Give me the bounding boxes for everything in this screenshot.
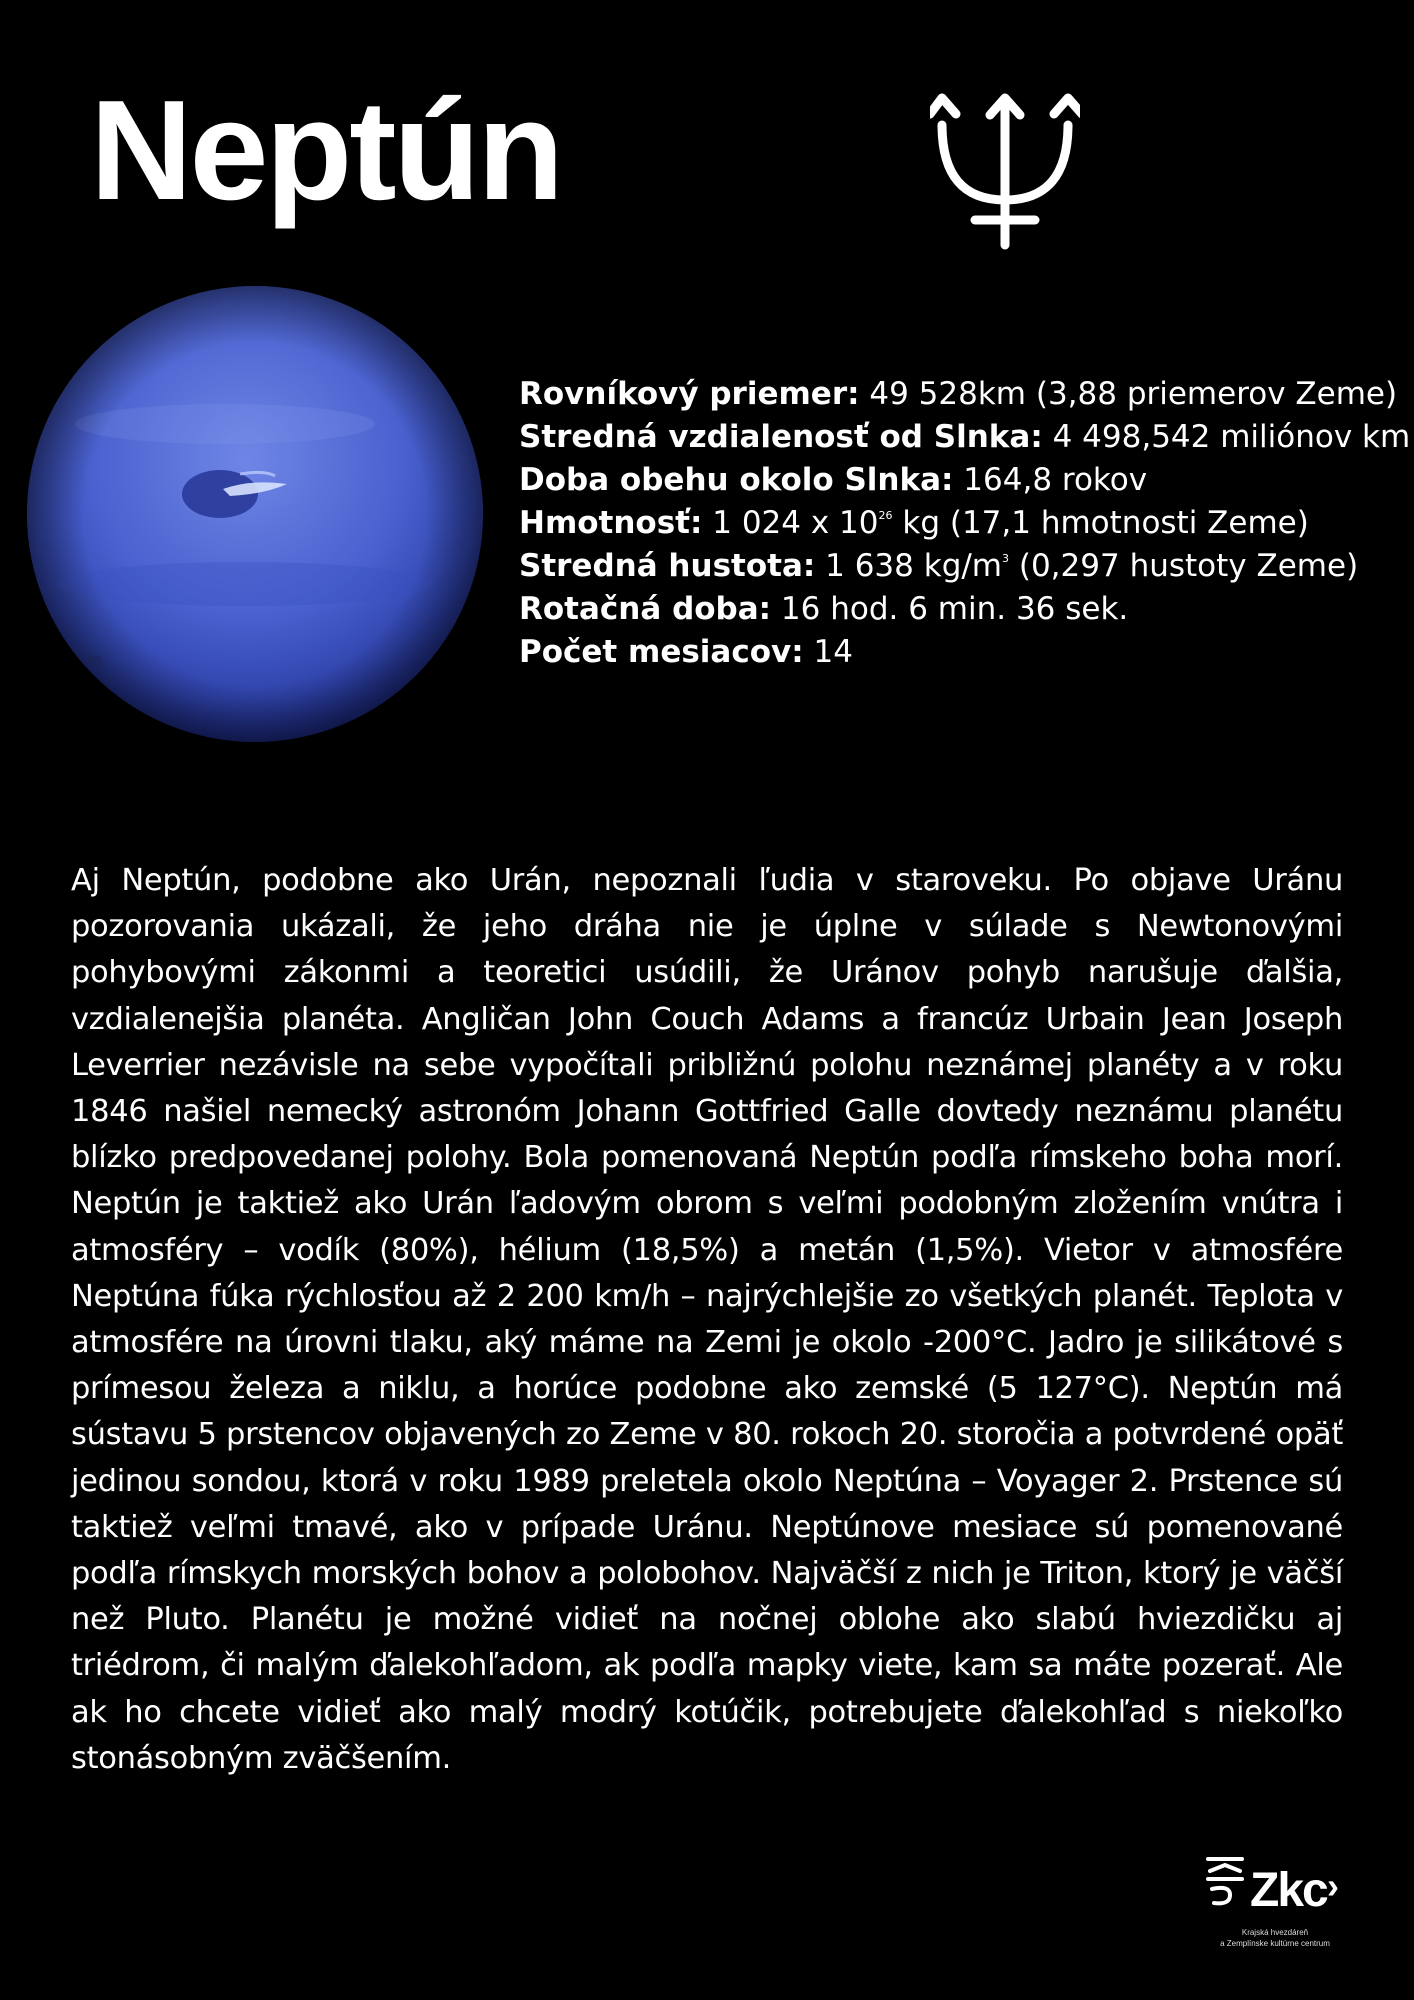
zkc-logo <box>1200 1855 1350 1955</box>
zkc-logo-icon <box>1200 1855 1250 1910</box>
fact-value: 1 638 kg/m <box>815 548 1003 584</box>
fact-label: Doba obehu okolo Slnka: <box>519 462 954 498</box>
fact-exponent: 26 <box>878 509 893 522</box>
fact-value: 164,8 rokov <box>953 462 1148 498</box>
fact-value: 14 <box>803 634 853 670</box>
fact-equatorial-diameter <box>519 373 1399 416</box>
logo-text: Zkc <box>1250 1864 1327 1917</box>
fact-orbital-period <box>519 459 1399 502</box>
description-paragraph: Aj Neptún, podobne ako Urán, nepoznali ľudia v staroveku. Po objave Uránu pozorovania ukázali, že jeho dráha nie je úplne v súlade s Newtonovými pohybovými zákonmi a teoretici usúdili, že Uránov pohyb narušuje ďalšia, vzdialenejšia planéta. Angličan John Couch Adams a francúz Urbain Jean Joseph Leverrier nezávisle na sebe vypočítali približnú polohu neznámej planéty a v roku 1846 našiel nemecký astronóm Johann Gottfried Galle dovtedy neznámu planétu blízko predpovedanej polohy. Bola pomenovaná Neptún podľa rímskeho boha morí. Neptún je taktiež ako Urán ľadovým obrom s veľmi podobným zložením vnútra i atmosféry – vodík (80%), hélium (18,5%) a metán (1,5%). Vietor v atmosfére Neptúna fúka rýchlosťou až 2 200 km/h – najrýchlejšie zo všetkých planét. Teplota v atmosfére na úrovni tlaku, aký máme na Zemi je okolo -200°C. Jadro je silikátové s prímesou železa a niklu, a horúce podobne ako zemské (5 127°C). Neptún má sústavu 5 prstencov objavených zo Zeme v 80. rokoch 20. storočia a potvrdené opäť jedinou sondou, ktorá v roku 1989 preletela okolo Neptúna – Voyager 2. Prstence sú taktiež veľmi tmavé, ako v prípade Uránu. Neptúnove mesiace sú pomenované podľa rímskych morských bohov a polobohov. Najväčší z nich je Triton, ktorý je väčší než Pluto. Planétu je možné vidieť na nočnej oblohe ako slabú hviezdičku aj triédrom, či malým ďalekohľadom, ak podľa mapky viete, kam sa máte pozerať. Ale ak ho chcete vidieť ako malý modrý kotúčik, potrebujete ďalekohľad s niekoľko stonásobným zväčšením. <box>71 863 1343 1776</box>
logo-subtitle-line1: Krajská hvezdáreň <box>1241 1928 1309 1937</box>
fact-value-suffix: (0,297 hustoty Zeme) <box>1009 548 1359 584</box>
facts-list <box>519 373 1411 674</box>
neptune-planet-image <box>25 284 485 744</box>
logo-arrow: › <box>1327 1865 1339 1906</box>
neptune-trident-icon <box>930 90 1080 255</box>
fact-label: Počet mesiacov: <box>519 634 804 670</box>
fact-label: Stredná hustota: <box>519 548 816 584</box>
fact-value: 16 hod. 6 min. 36 sek. <box>771 591 1129 627</box>
fact-label: Stredná vzdialenosť od Slnka: <box>519 419 1043 455</box>
fact-moon-count <box>519 631 1399 674</box>
fact-value: 4 498,542 miliónov km <box>1042 419 1411 455</box>
logo-subtitle <box>1200 1927 1350 1949</box>
fact-label: Rotačná doba: <box>519 591 772 627</box>
fact-mean-density <box>519 545 1399 588</box>
fact-rotation-period <box>519 588 1399 631</box>
page-title: Neptún <box>90 71 562 230</box>
fact-value: 49 528km (3,88 priemerov Zeme) <box>859 376 1398 412</box>
fact-exponent: 3 <box>1002 552 1010 565</box>
logo-subtitle-line2: a Zemplínske kultúrne centrum <box>1220 1939 1330 1948</box>
fact-value-suffix: kg (17,1 hmotnosti Zeme) <box>892 505 1309 541</box>
fact-mass <box>519 502 1399 545</box>
fact-value: 1 024 x 10 <box>702 505 879 541</box>
fact-label: Hmotnosť: <box>519 505 703 541</box>
fact-mean-distance <box>519 416 1411 459</box>
fact-label: Rovníkový priemer: <box>519 376 860 412</box>
